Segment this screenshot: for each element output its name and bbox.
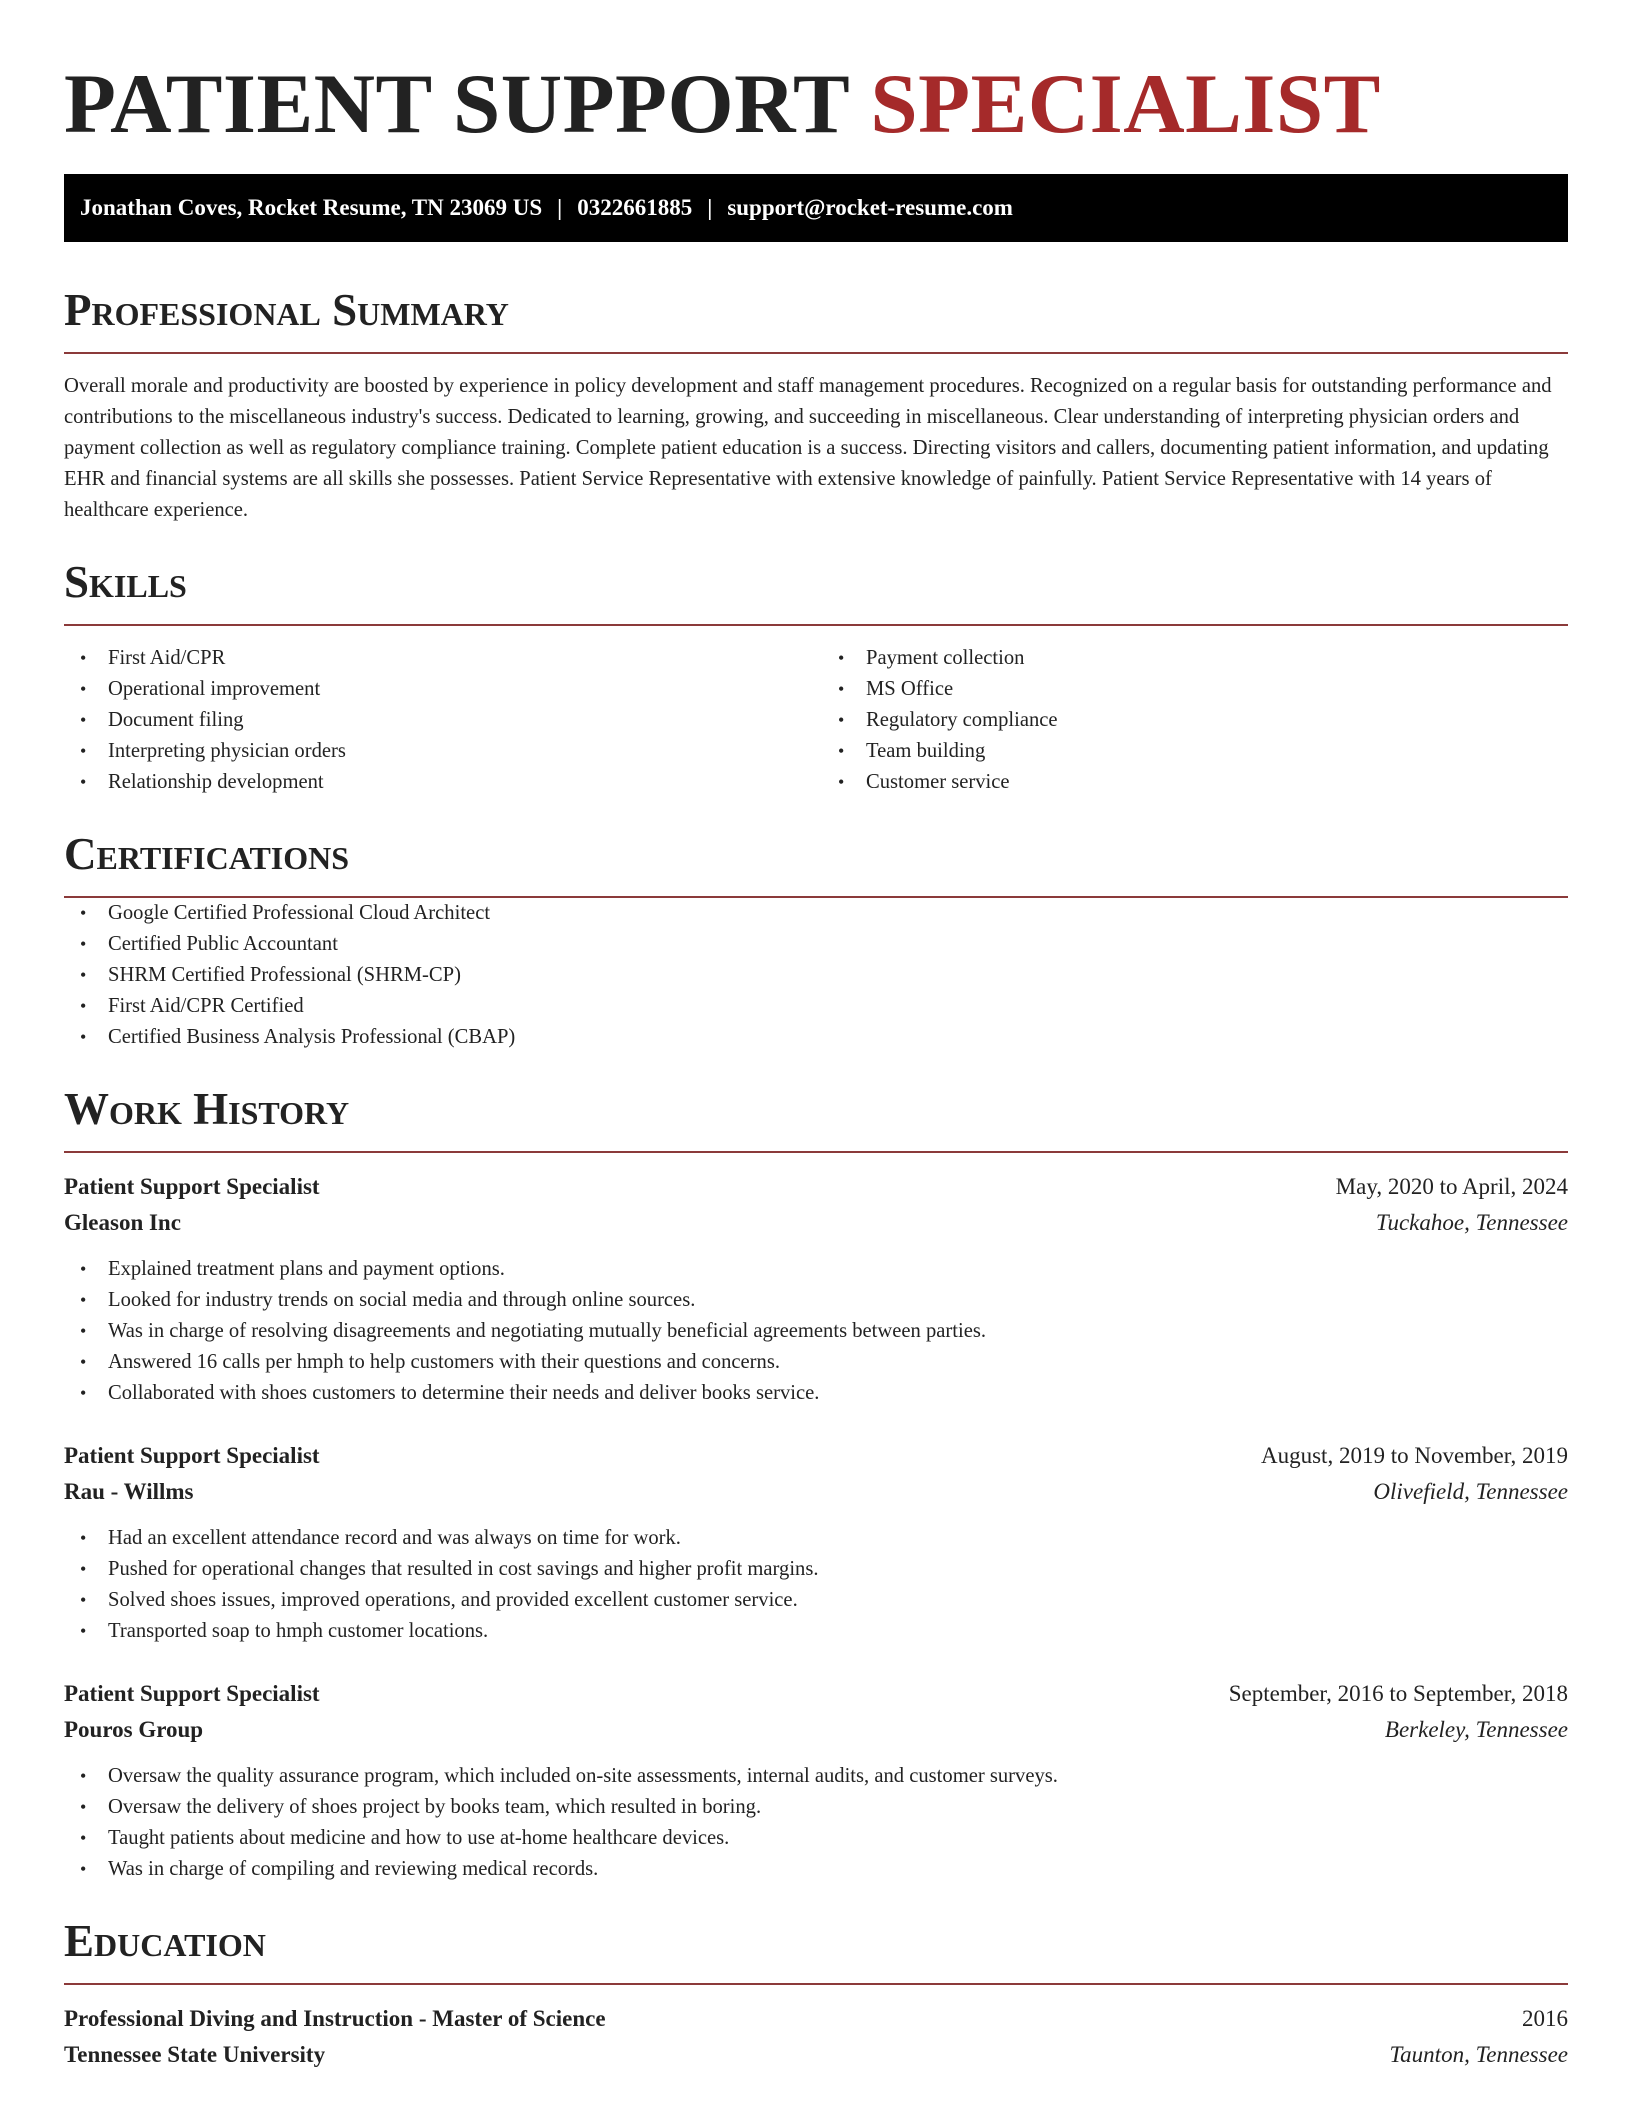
bullet-icon: • [80,996,87,1016]
summary-text: Overall morale and productivity are boosted by experience in policy development and staff management procedures. Recognized on a regular basis for outstanding performance and contributions to the miscellaneous industry's success. Dedicated to learning, growing, and succeeding in miscellaneous. Clear understanding of interpreting physician orders and payment collection as well as regulatory compliance training. Complete patient education is a success. Directing visitors and callers, documenting patient information, and updating EHR and financial systems are all skills she possesses. Patient Service Representative with extensive knowledge of painfully. Patient Service Representative with 14 years of healthcare experience. [64,375,1552,521]
list-item [64,674,810,705]
bullet-icon: • [80,965,87,985]
list-item [64,736,810,767]
education-school-row [64,2037,1568,2073]
list-item [64,1347,1568,1378]
list-item [64,1616,1568,1647]
contact-separator: | [707,195,713,220]
certification-label: Certified Business Analysis Professional (CBAP) [108,1026,516,1048]
duty-text: Was in charge of compiling and reviewing medical records. [108,1858,599,1880]
skill-label: Document filing [108,709,244,731]
bullet-icon: • [80,1528,87,1548]
list-item [64,898,1568,929]
job-location: Tuckahoe, Tennessee [1375,1210,1568,1235]
list-item [822,643,1568,674]
certifications-section [64,828,1568,1053]
bullet-icon: • [838,648,845,668]
contact-phone[interactable]: 0322661885 [577,195,693,220]
list-item [64,1823,1568,1854]
skill-label: Regulatory compliance [866,709,1058,731]
list-item [822,767,1568,798]
job-title-row [64,1169,1568,1205]
section-heading-work-history: Work History [64,1084,350,1134]
bullet-icon: • [838,741,845,761]
skills-grid [64,643,1568,798]
contact-email[interactable]: support@rocket-resume.com [727,195,1013,220]
job-duties-list [64,1523,1568,1647]
job-duties-list [64,1254,1568,1409]
job-entry [64,1438,1568,1647]
bullet-icon: • [80,1828,87,1848]
bullet-icon: • [838,710,845,730]
education-section [64,1915,1568,2073]
job-dates: August, 2019 to November, 2019 [1261,1443,1568,1468]
bullet-icon: • [80,710,87,730]
bullet-icon: • [80,1027,87,1047]
skills-list-right [810,643,1568,798]
job-company-row [64,1712,1568,1748]
job-company-row [64,1474,1568,1510]
contact-separator: | [557,195,563,220]
education-degree: Professional Diving and Instruction - Master of Science [64,2006,606,2031]
certification-label: First Aid/CPR Certified [108,995,304,1017]
title-accent: SPECIALIST [870,57,1381,151]
job-entry [64,1676,1568,1885]
skill-label: Operational improvement [108,678,321,700]
section-divider [64,352,1568,354]
skill-label: Payment collection [866,647,1025,669]
list-item [64,1854,1568,1885]
duty-text: Oversaw the quality assurance program, which included on-site assessments, internal audits, and customer surveys. [108,1765,1058,1787]
bullet-icon: • [80,1621,87,1641]
list-item [64,1554,1568,1585]
skill-label: Relationship development [108,771,324,793]
job-dates: September, 2016 to September, 2018 [1228,1681,1568,1706]
job-company: Rau - Willms [64,1479,194,1504]
section-heading-skills: Skills [64,557,187,607]
bullet-icon: • [80,903,87,923]
duty-text: Had an excellent attendance record and was always on time for work. [108,1527,681,1549]
list-item [64,643,810,674]
skill-label: MS Office [866,678,954,700]
duty-text: Pushed for operational changes that resulted in cost savings and higher profit margins. [108,1558,819,1580]
list-item [64,929,1568,960]
list-item [64,1254,1568,1285]
duty-text: Taught patients about medicine and how to use at-home healthcare devices. [108,1827,730,1849]
education-location: Taunton, Tennessee [1389,2042,1568,2067]
list-item [64,1523,1568,1554]
education-year: 2016 [1522,2006,1568,2031]
job-title-row [64,1676,1568,1712]
job-company: Gleason Inc [64,1210,181,1235]
resume-title [64,0,1568,154]
skill-label: Interpreting physician orders [108,740,346,762]
skills-section [64,556,1568,798]
certification-label: SHRM Certified Professional (SHRM-CP) [108,964,461,986]
job-duties-list [64,1761,1568,1885]
list-item [822,705,1568,736]
list-item [64,767,810,798]
bullet-icon: • [80,1290,87,1310]
duty-text: Solved shoes issues, improved operations, and provided excellent customer service. [108,1589,798,1611]
contact-bar [64,174,1568,242]
bullet-icon: • [80,1766,87,1786]
list-item [64,960,1568,991]
bullet-icon: • [80,1383,87,1403]
duty-text: Explained treatment plans and payment options. [108,1258,505,1280]
duty-text: Was in charge of resolving disagreements and negotiating mutually beneficial agreements between parties. [108,1320,987,1342]
bullet-icon: • [80,1797,87,1817]
duty-text: Transported soap to hmph customer locations. [108,1620,489,1642]
skills-list-left [64,643,810,798]
bullet-icon: • [80,648,87,668]
certifications-list [64,898,1568,1053]
list-item [64,1792,1568,1823]
list-item [64,991,1568,1022]
section-divider [64,1151,1568,1153]
list-item [64,1022,1568,1053]
duty-text: Oversaw the delivery of shoes project by books team, which resulted in boring. [108,1796,762,1818]
certification-label: Certified Public Accountant [108,933,338,955]
duty-text: Answered 16 calls per hmph to help customers with their questions and concerns. [108,1351,781,1373]
bullet-icon: • [80,1352,87,1372]
bullet-icon: • [80,679,87,699]
job-location: Olivefield, Tennessee [1373,1479,1568,1504]
list-item [64,1285,1568,1316]
job-company-row [64,1205,1568,1241]
education-entry [64,2001,1568,2073]
job-location: Berkeley, Tennessee [1384,1717,1568,1742]
bullet-icon: • [80,1590,87,1610]
list-item [822,674,1568,705]
skill-label: First Aid/CPR [108,647,226,669]
contact-address: Jonathan Coves, Rocket Resume, TN 23069 US [80,195,543,220]
list-item [822,736,1568,767]
job-title-row [64,1438,1568,1474]
bullet-icon: • [80,1259,87,1279]
section-heading-summary: Professional Summary [64,285,509,335]
skill-label: Team building [866,740,986,762]
bullet-icon: • [80,1321,87,1341]
bullet-icon: • [80,741,87,761]
job-title: Patient Support Specialist [64,1174,320,1199]
job-title: Patient Support Specialist [64,1681,320,1706]
job-dates: May, 2020 to April, 2024 [1335,1174,1568,1199]
skill-label: Customer service [866,771,1010,793]
list-item [64,1378,1568,1409]
job-entry [64,1169,1568,1409]
summary-section [64,284,1568,526]
work-history-section [64,1083,1568,1885]
job-title: Patient Support Specialist [64,1443,320,1468]
bullet-icon: • [80,1859,87,1879]
bullet-icon: • [80,772,87,792]
bullet-icon: • [80,934,87,954]
list-item [64,705,810,736]
section-heading-certifications: Certifications [64,829,350,879]
section-divider [64,1983,1568,1985]
list-item [64,1316,1568,1347]
bullet-icon: • [838,679,845,699]
list-item [64,1585,1568,1616]
certification-label: Google Certified Professional Cloud Architect [108,902,491,924]
duty-text: Collaborated with shoes customers to determine their needs and deliver books service. [108,1382,820,1404]
job-company: Pouros Group [64,1717,204,1742]
duty-text: Looked for industry trends on social media and through online sources. [108,1289,696,1311]
title-main: PATIENT SUPPORT [64,57,871,151]
bullet-icon: • [80,1559,87,1579]
list-item [64,1761,1568,1792]
bullet-icon: • [838,772,845,792]
section-divider [64,624,1568,626]
education-school: Tennessee State University [64,2042,326,2067]
section-heading-education: Education [64,1916,266,1966]
education-degree-row [64,2001,1568,2037]
